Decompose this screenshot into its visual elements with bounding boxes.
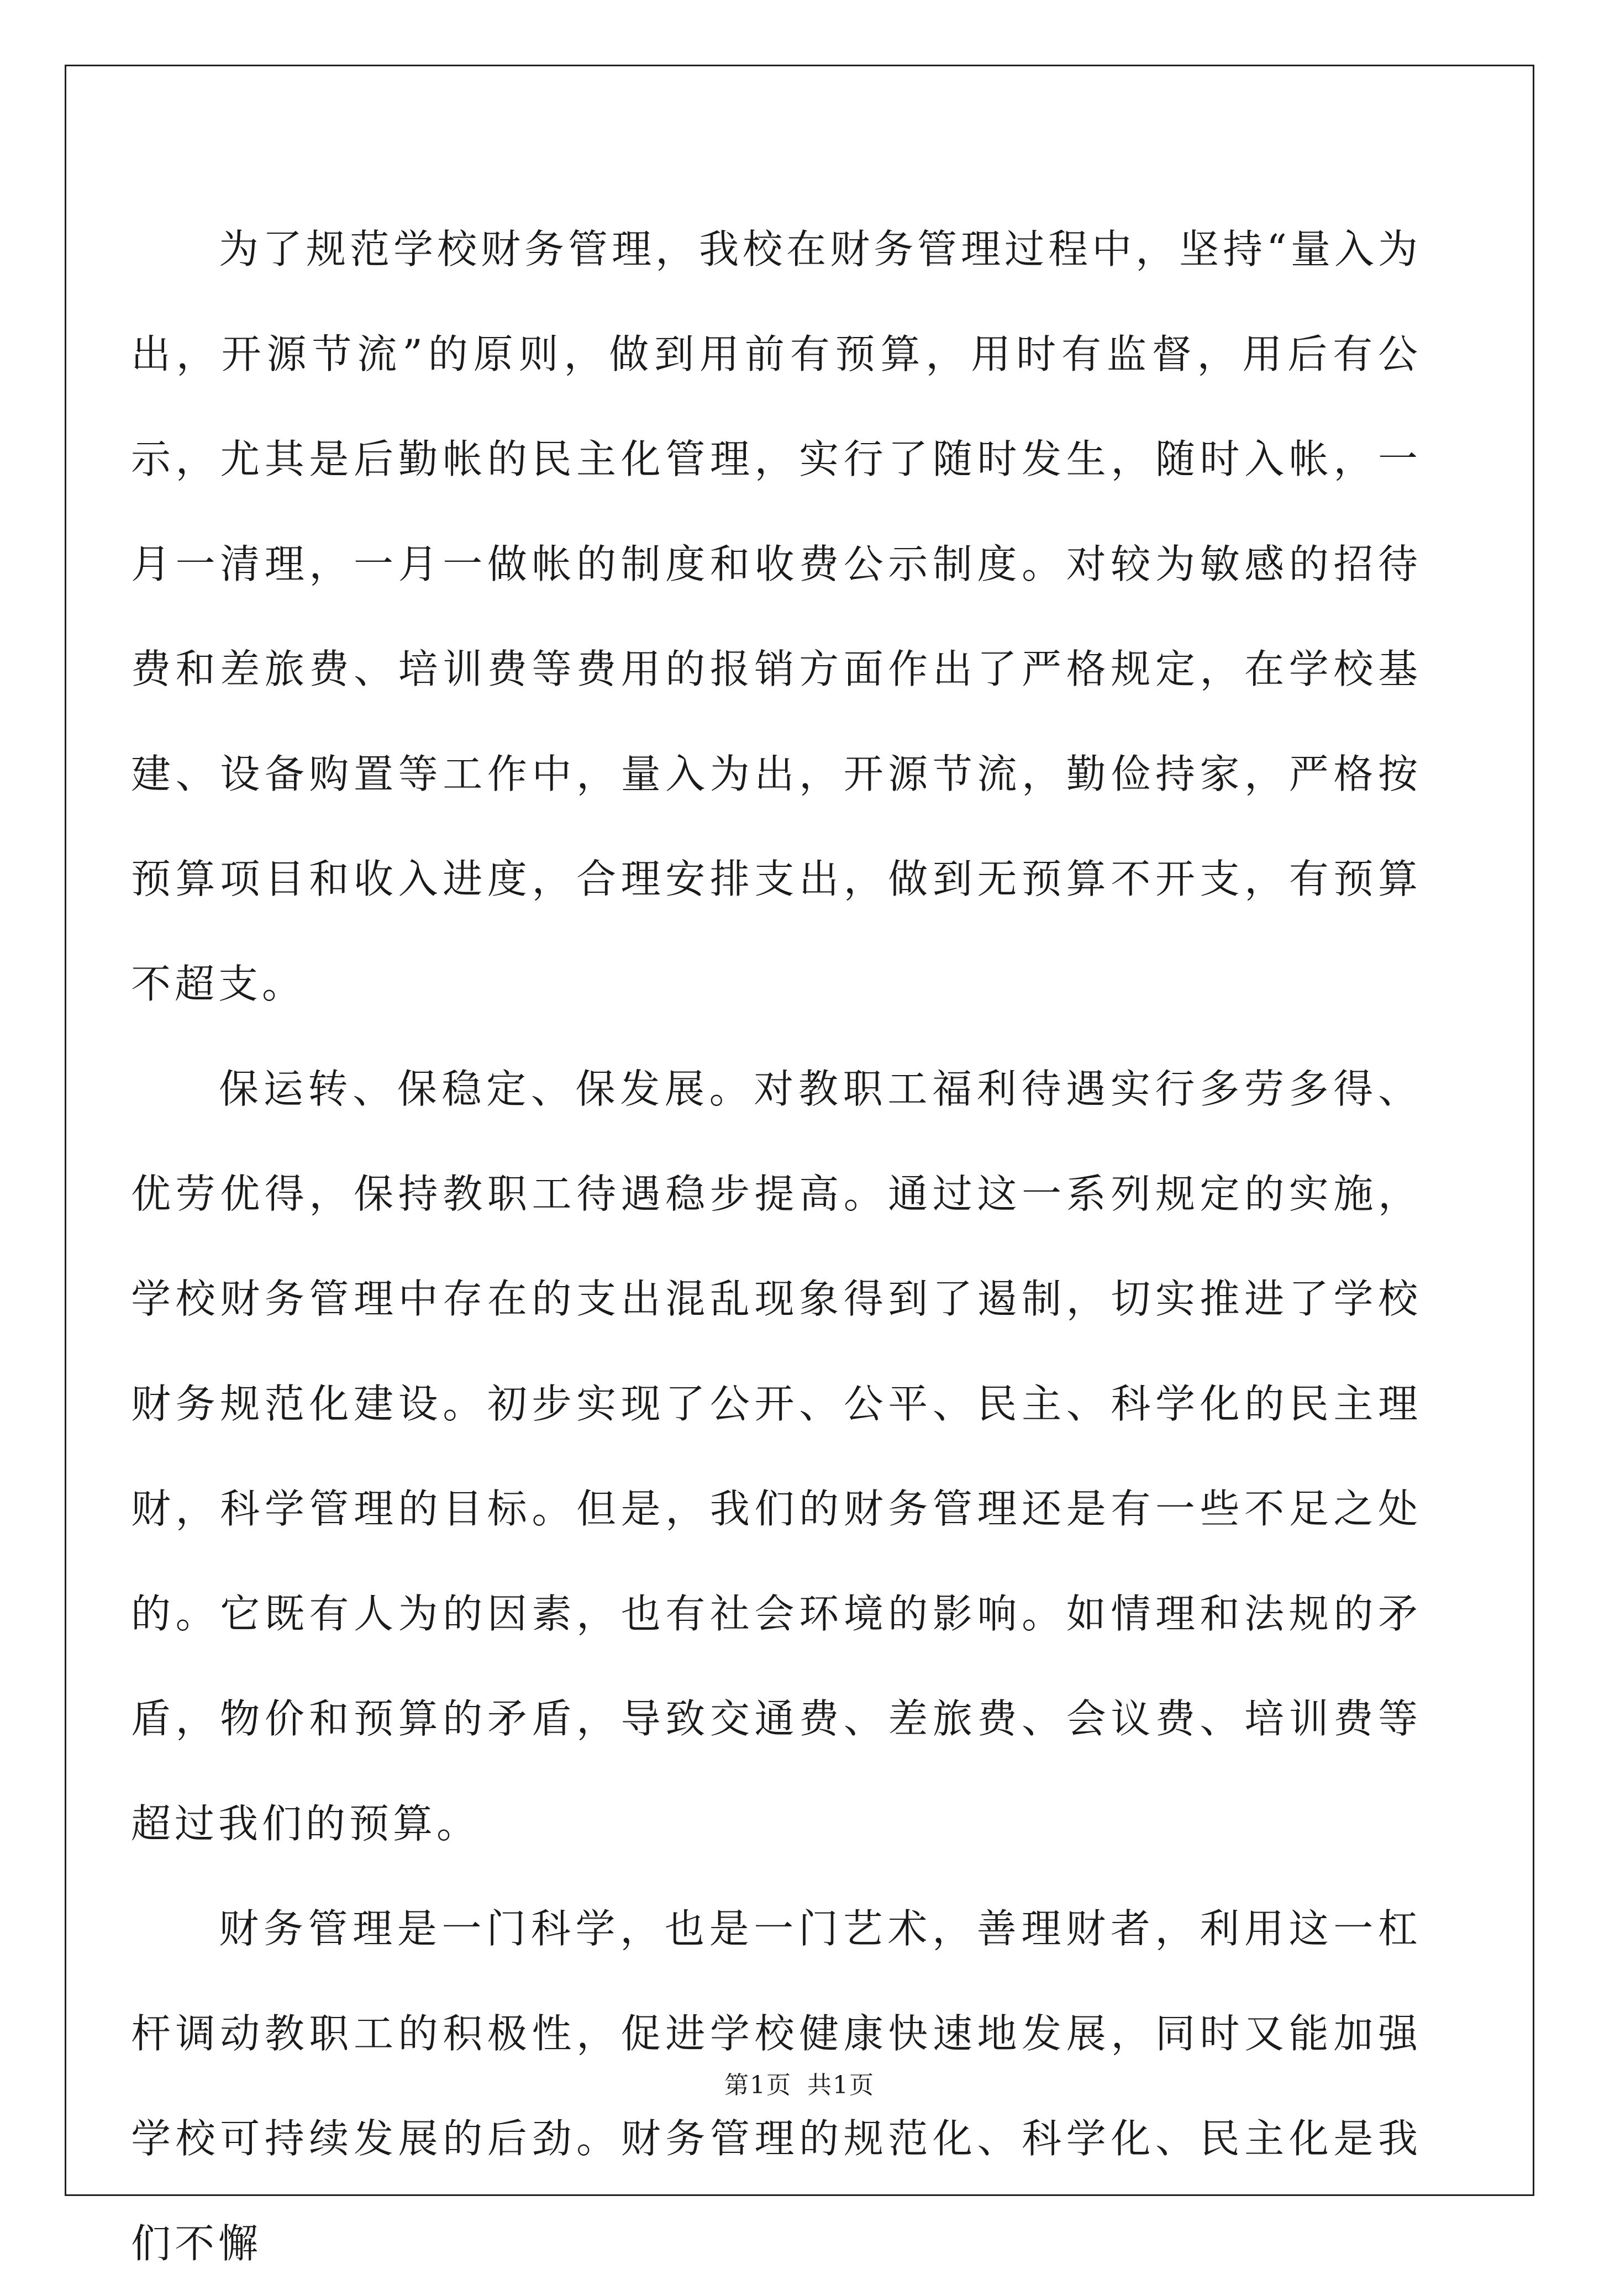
page-total: 共1页 [807, 2071, 875, 2099]
paragraph-1: 为了规范学校财务管理，我校在财务管理过程中，坚持“量入为出，开源节流”的原则，做到用前有预算，用时有监督，用后有公示，尤其是后勤帐的民主化管理，实行了随时发生，随时入帐，一月一清理，一月一做帐的制度和收费公示制度。对较为敏感的招待费和差旅费、培训费等费用的报销方面作出了严格规定，在学校基建、设备购置等工作中，量入为出，开源节流，勤俭持家，严格按预算项目和收入进度，合理安排支出，做到无预算不开支，有预算不超支。 [131, 226, 1422, 1007]
page-footer [0, 2069, 1599, 2102]
paragraph-2: 保运转、保稳定、保发展。对教职工福利待遇实行多劳多得、优劳优得，保持教职工待遇稳步提高。通过这一系列规定的实施，学校财务管理中存在的支出混乱现象得到了遏制，切实推进了学校财务规范化建设。初步实现了公开、公平、民主、科学化的民主理财，科学管理的目标。但是，我们的财务管理还是有一些不足之处的。它既有人为的因素，也有社会环境的影响。如情理和法规的矛盾，物价和预算的矛盾，导致交通费、差旅费、会议费、培训费等超过我们的预算。 [131, 1066, 1422, 1847]
paragraph-3: 财务管理是一门科学，也是一门艺术，善理财者，利用这一杠杆调动教职工的积极性，促进学校健康快速地发展，同时又能加强学校可持续发展的后劲。财务管理的规范化、科学化、民主化是我们不懈 [131, 1905, 1422, 2267]
document-body [131, 197, 1422, 2296]
page-number: 第1页 [724, 2071, 792, 2099]
